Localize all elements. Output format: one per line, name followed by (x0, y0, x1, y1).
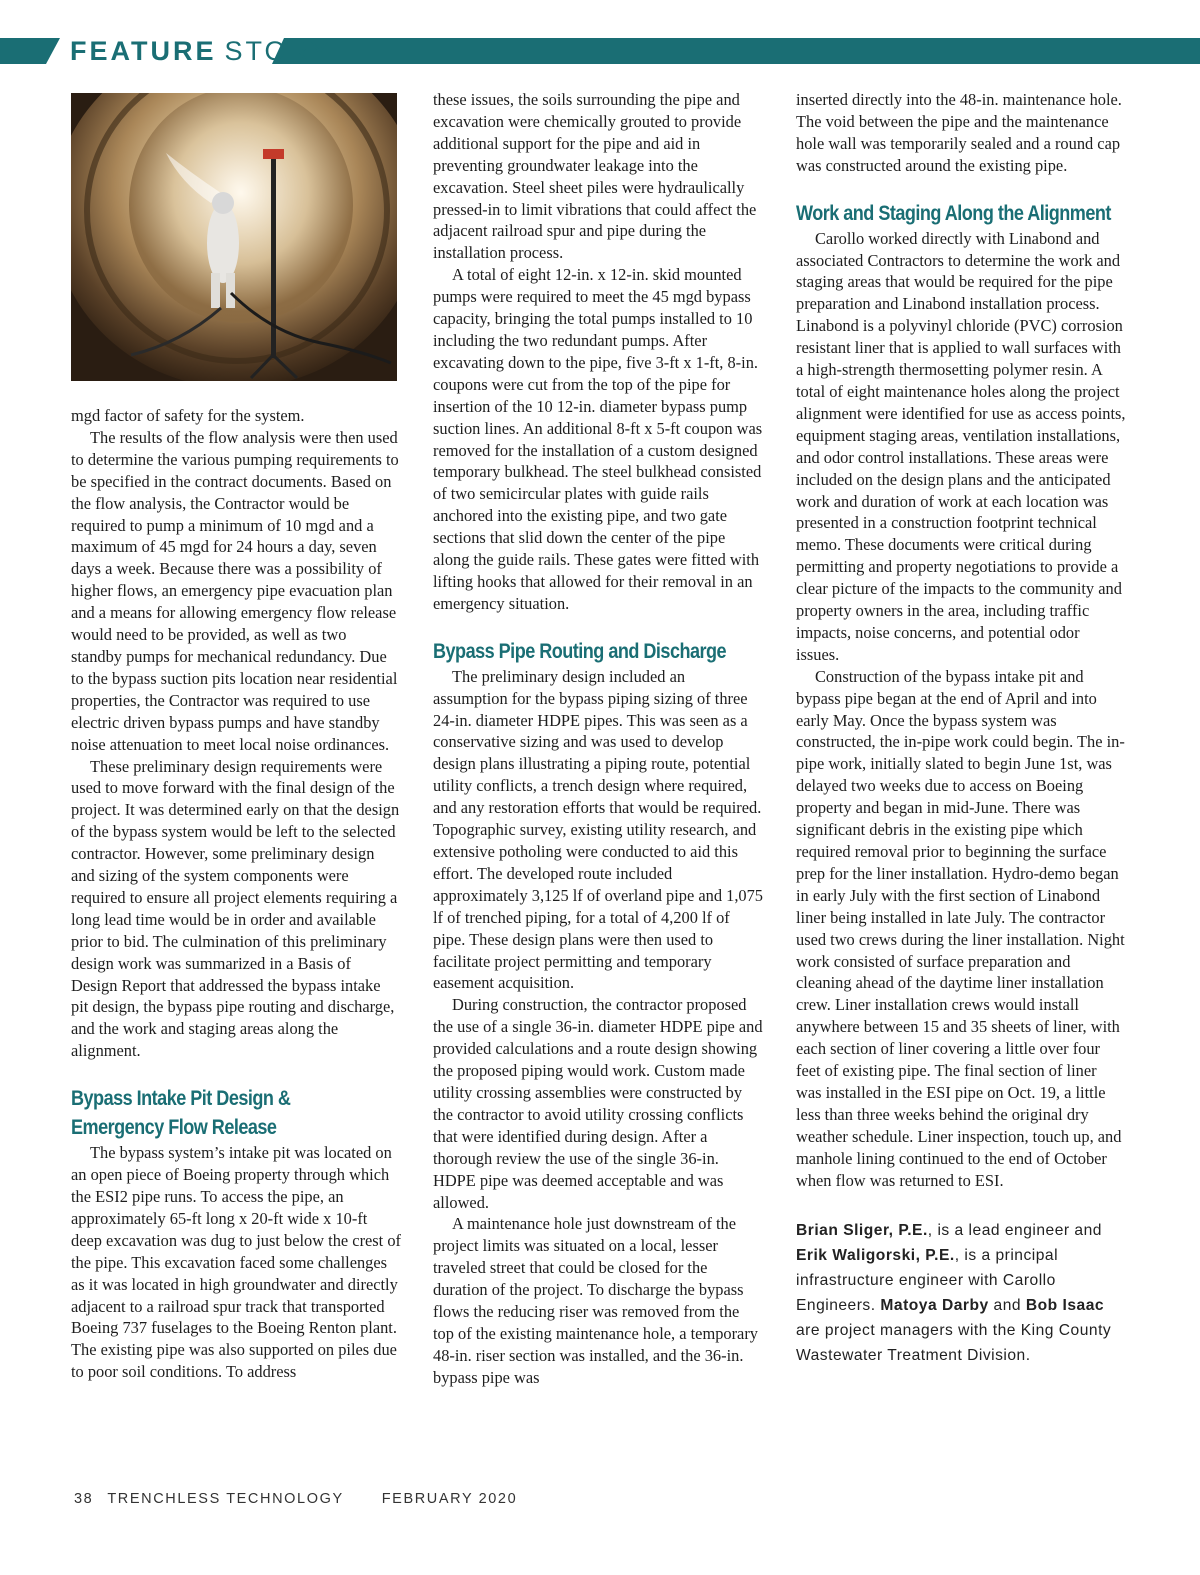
pipe-spray-photo (71, 93, 397, 381)
column-1 (71, 405, 401, 1383)
section-title (70, 36, 332, 66)
col1-paragraph-1: mgd factor of safety for the system. (71, 406, 305, 425)
col1-paragraph-3: These preliminary design requirements were used to move forward with the final design of the project. It was determined early on that the design of the bypass system would be left to the selected contractor. However, some preliminary design and sizing of the system components were required to ensure all project elements requiring a long lead time would be in order and available prior to bid. The culmination of this preliminary design work was summarized in a Basis of Design Report that addressed the bypass intake pit design, the bypass pipe routing and discharge, and the work and staging areas along the alignment. (71, 756, 400, 1061)
page-footer (74, 1491, 517, 1507)
col2-paragraph-1: these issues, the soils surrounding the pipe and excavation were chemically grouted to provide additional support for the pipe and aid in preventing groundwater leakage into the excavation. Steel sheet piles were hydraulically pressed-in to limit vibrations that could affect the adjacent railroad spur and pipe during the installation process. (433, 90, 757, 263)
publication-name: TRENCHLESS TECHNOLOGY (107, 1491, 344, 1507)
page-number: 38 (74, 1491, 94, 1507)
col3-paragraph-2: Carollo worked directly with Linabond and associated Contractors to determine the work and staging areas that would be required for the pipe preparation and Linabond installation process. Linabond is a polyvinyl chloride (PVC) corrosion resistant liner that is applied to wall surfaces with a high-strength thermosetting polymer resin. A total of eight maintenance holes along the project alignment were identified for use as access points, equipment staging areas, ventilation installations, and odor control installations. These areas were included on the design plans and the anticipated work and duration of work at each location was presented in a construction footprint technical memo. These documents were critical during permitting and property negotiations to provide a clear picture of the impacts to the community and property owners in the area, including traffic impacts, noise concerns, and potential odor issues. (796, 228, 1126, 664)
issue-date: FEBRUARY 2020 (381, 1491, 518, 1507)
author-name-2: Erik Waligorski, P.E. (796, 1246, 955, 1264)
col2-paragraph-4: During construction, the contractor proposed the use of a single 36-in. diameter HDPE pipe and provided calculations and a route design showing the proposed piping would work. Custom made utility crossing assemblies were constructed by the contractor to avoid utility crossing conflicts that were identified during design. After a thorough review the use of the single 36-in. HDPE pipe was deemed acceptable and was allowed. (433, 995, 763, 1212)
author-bio (796, 1218, 1126, 1368)
col2-paragraph-2: A total of eight 12-in. x 12-in. skid mounted pumps were required to meet the 45 mgd bypass capacity, bringing the total pumps installed to 10 including the two redundant pumps. After excavating down to the pipe, five 3-ft x 1-ft, 8-in. coupons were cut from the top of the pipe for insertion of the 10 12-in. diameter bypass pump suction lines. An additional 8-ft x 5-ft coupon was removed for the installation of a custom designed temporary bulkhead. The steel bulkhead consisted of two semicircular plates with guide rails anchored into the existing pipe, and two gate sections that slid down the center of the pipe along the guide rails. These gates were fitted with lifting hooks that allowed for their removal in an emergency situation. (433, 265, 763, 613)
heading-intake-pit-line1: Bypass Intake Pit Design & (71, 1087, 291, 1111)
col1-paragraph-4: The bypass system’s intake pit was located on an open piece of Boeing property through which the ESI2 pipe runs. To access the pipe, an approximately 65-ft long x 20-ft wide x 10-ft deep excavation was dug to just below the crest of the pipe. This excavation faced some challenges as it was located in high groundwater and directly adjacent to a railroad spur track that transported Boeing 737 fuselages to the Boeing Renton plant. The existing pipe was also supported on piles due to poor soil conditions. To address (71, 1143, 401, 1382)
col1-paragraph-2: The results of the flow analysis were then used to determine the various pumping requirements to be specified in the contract documents. Based on the flow analysis, the Contractor would be required to pump a minimum of 10 mgd and a maximum of 45 mgd for 24 hours a day, seven days a week. Because there was a possibility of higher flows, an emergency pipe evacuation plan and a means for allowing emergency flow release would need to be provided, as well as two standby pumps for mechanical redundancy. Due to the bypass suction pits location near residential properties, the Contractor was required to use electric driven bypass pumps and have standby noise attenuation to meet local noise ordinances. (71, 427, 399, 754)
author-name-4: Bob Isaac (1025, 1296, 1105, 1314)
author-text-3: and (993, 1296, 1022, 1314)
column-3 (796, 89, 1126, 1368)
author-name-3: Matoya Darby (880, 1296, 989, 1314)
author-text-2: , is a principal infrastructure engineer with Carollo Engineers. (796, 1246, 1059, 1314)
column-2 (433, 89, 763, 1389)
heading-intake-pit-line2: Emergency Flow Release (71, 1116, 277, 1140)
author-text-1: , is a lead engineer and (927, 1221, 1102, 1239)
pipe-spray-photo-icon (71, 93, 397, 381)
col2-paragraph-3: The preliminary design included an assumption for the bypass piping sizing of three 24-in. diameter HDPE pipes. This was seen as a conservative sizing and was used to develop design plans illustrating a piping route, potential utility conflicts, a trench design where required, and any restoration efforts that would be required. Topographic survey, existing utility research, and extensive potholing were conducted to aid this effort. The developed route included approximately 3,125 lf of overland pipe and 1,075 lf of trenched piping, for a total of 4,200 lf of pipe. These design plans were then used to facilitate project permitting and temporary easement acquisition. (433, 666, 764, 993)
col2-paragraph-5: A maintenance hole just downstream of the project limits was situated on a local, lesser traveled street that could be closed for the duration of the project. To discharge the bypass flows the reducing riser was removed from the top of the existing maintenance hole, a temporary 48-in. riser section was installed, and the 36-in. bypass pipe was (433, 1214, 758, 1387)
col3-paragraph-1: inserted directly into the 48-in. maintenance hole. The void between the pipe and the maintenance hole wall was temporarily sealed and a round cap was constructed around the existing pipe. (796, 90, 1122, 175)
author-text-4: are project managers with the King County Wastewater Treatment Division. (796, 1321, 1112, 1364)
section-title-bold: FEATURE (70, 36, 217, 66)
heading-work-staging: Work and Staging Along the Alignment (796, 201, 1111, 225)
author-name-1: Brian Sliger, P.E. (796, 1221, 928, 1239)
col3-paragraph-3: Construction of the bypass intake pit and bypass pipe began at the end of April and into early May. Once the bypass system was constructed, the in-pipe work could begin. The in-pipe work, initially slated to begin June 1st, was delayed two weeks due to access on Boeing property and began in mid-June. There was significant debris in the existing pipe which required removal prior to beginning the surface prep for the liner installation. Hydro-demo began in early July with the first section of Linabond liner being installed in late July. The contractor used two crews during the liner installation. Night work consisted of surface preparation and cleaning ahead of the daytime liner installation crew. Liner installation crews would install anywhere between 15 and 35 sheets of liner, with each section of liner covering a little over four feet of existing pipe. The final section of liner was installed in the ESI pipe on Oct. 19, a little less than three weeks behind the original dry weather schedule. Liner inspection, touch up, and manhole lining continued to the end of October when flow was returned to ESI. (796, 666, 1125, 1190)
heading-bypass-routing: Bypass Pipe Routing and Discharge (433, 639, 727, 663)
section-title-light: STORY (224, 36, 332, 66)
